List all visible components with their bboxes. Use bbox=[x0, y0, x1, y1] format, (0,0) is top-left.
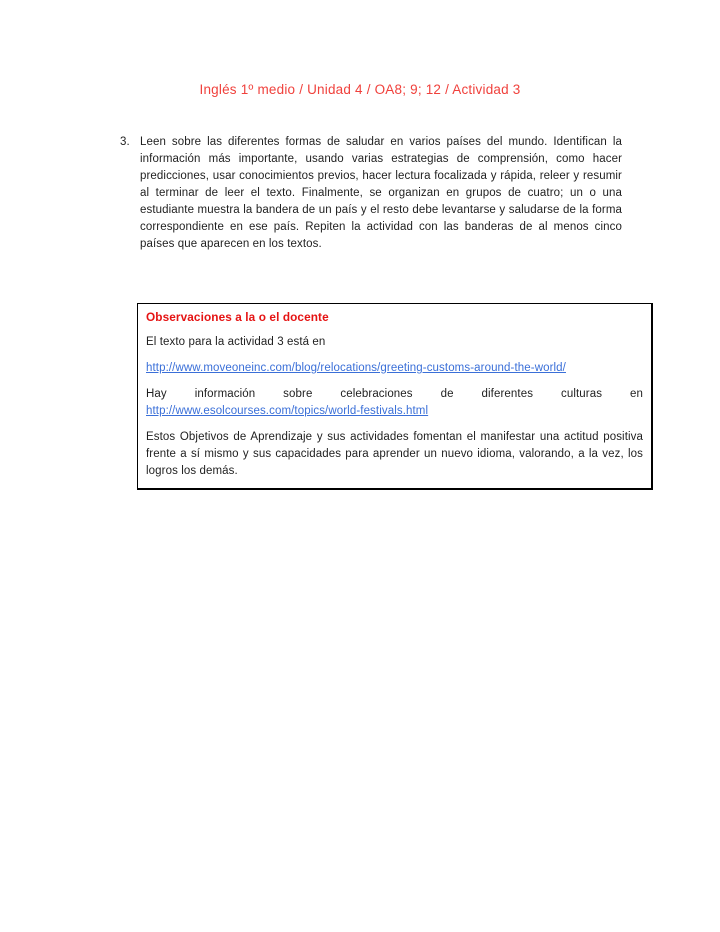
observations-info-line bbox=[146, 386, 643, 420]
observations-box bbox=[137, 303, 653, 490]
observations-closing-line: Estos Objetivos de Aprendizaje y sus actividades fomentan el manifestar una actitud positiva frente a sí mismo y sus capacidades para aprender un nuevo idioma, valorando, a la vez, los logros los demás. bbox=[146, 431, 643, 477]
activity-item-text: Leen sobre las diferentes formas de saludar en varios países del mundo. Identifican la información más importante, usando varias estrategias de comprensión, como hacer predicciones, usar conocimientos previos, hacer lectura focalizada y rápida, releer y resumir al terminar de leer el texto. Finalmente, se organizan en grupos de cuatro; un o una estudiante muestra la bandera de un país y el resto debe levantarse y saludarse de la forma correspondiente en ese país. Repiten la actividad con las banderas de al menos cinco países que aparecen en los textos. bbox=[140, 136, 622, 250]
activity-item-number: 3. bbox=[120, 136, 130, 148]
moveoneinc-link[interactable]: http://www.moveoneinc.com/blog/relocations/greeting-customs-around-the-world/ bbox=[146, 362, 566, 374]
page-title: Inglés 1º medio / Unidad 4 / OA8; 9; 12 / Actividad 3 bbox=[199, 82, 521, 97]
activity-item bbox=[120, 134, 622, 253]
observations-info-text: Hay información sobre celebraciones de diferentes culturas en bbox=[146, 388, 643, 400]
esolcourses-link[interactable]: http://www.esolcourses.com/topics/world-festivals.html bbox=[146, 405, 429, 417]
observations-heading: Observaciones a la o el docente bbox=[146, 310, 329, 324]
link-line-1 bbox=[146, 360, 643, 377]
observations-intro-line: El texto para la actividad 3 está en bbox=[146, 336, 326, 348]
